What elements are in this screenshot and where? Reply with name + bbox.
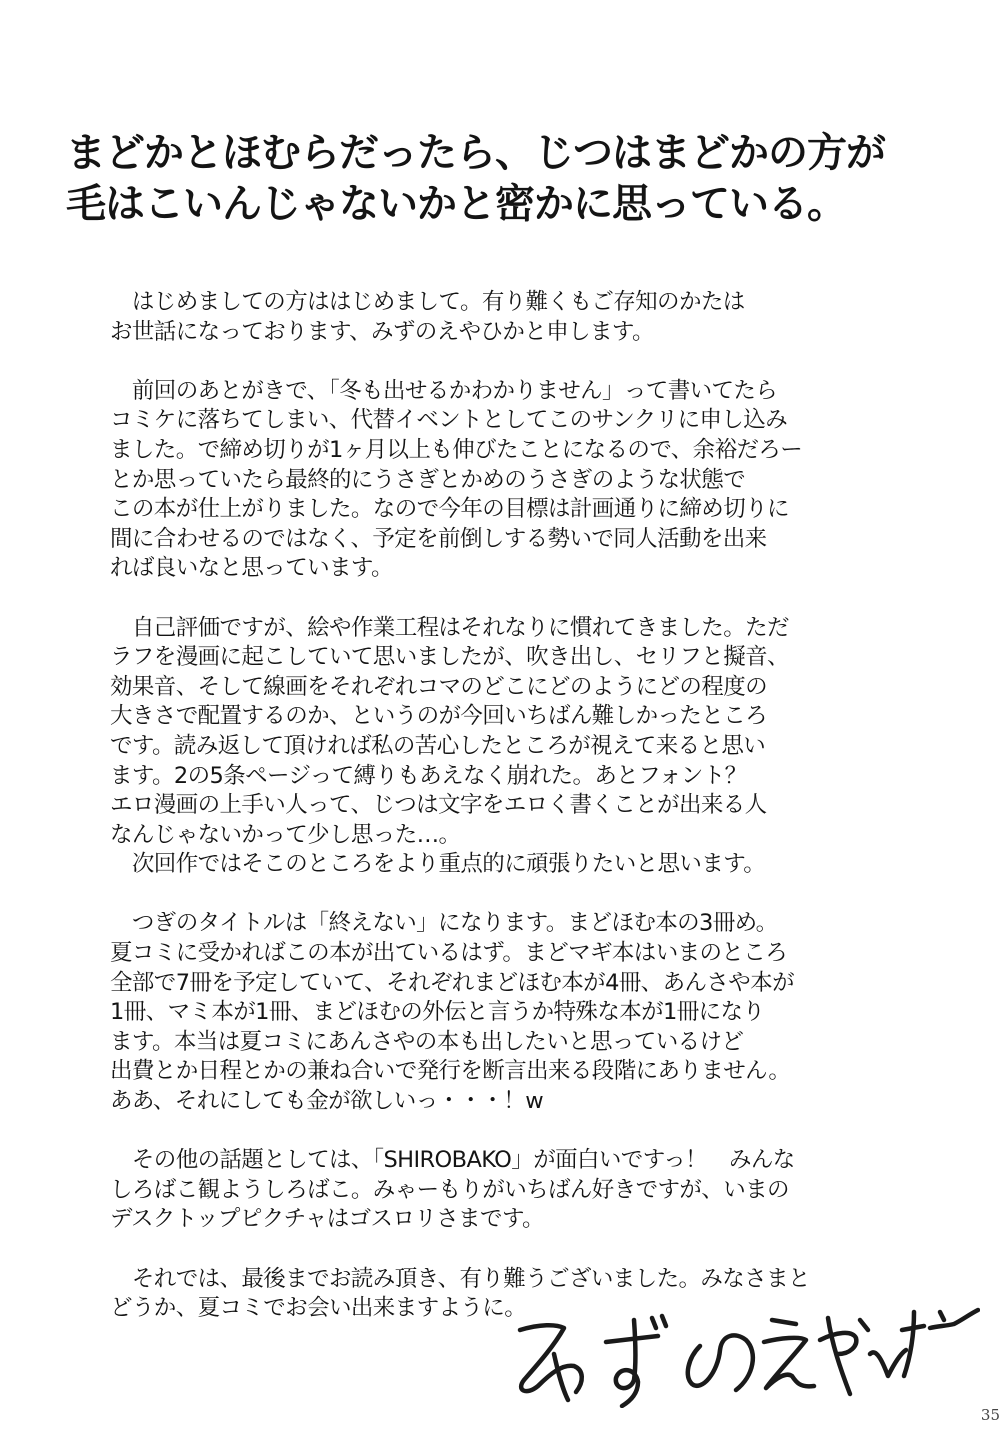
text-line: 自己評価ですが、絵や作業工程はそれなりに慣れてきました。ただ bbox=[110, 614, 789, 641]
text-line: この本が仕上がりました。なので今年の目標は計画通りに締め切りに bbox=[110, 496, 789, 523]
handwritten-signature bbox=[510, 1268, 980, 1408]
text-line: お世話になっております、みずのえやひかと申します。 bbox=[110, 318, 654, 345]
afterword-heading bbox=[66, 128, 966, 230]
text-line: はじめましての方ははじめまして。有り難くもご存知のかたは bbox=[110, 289, 745, 315]
text-line: エロ漫画の上手い人って、じつは文字をエロく書くことが出来る人 bbox=[110, 792, 767, 819]
paragraph-other-topics bbox=[110, 1146, 970, 1235]
text-line: です。読み返して頂ければ私の苦心したところが視えて来ると思い bbox=[110, 732, 766, 759]
text-line: 1冊、マミ本が1冊、まどほむの外伝と言うか特殊な本が1冊になり bbox=[110, 999, 765, 1026]
text-line: それでは、最後までお読み頂き、有り難うございました。みなさまと bbox=[110, 1265, 810, 1292]
text-line: コミケに落ちてしまい、代替イベントとしてこのサンクリに申し込み bbox=[110, 407, 788, 434]
text-line: 大きさで配置するのか、というのが今回いちばん難しかったところ bbox=[110, 703, 768, 730]
text-line: なんじゃないかって少し思った…。 bbox=[110, 821, 461, 848]
heading-line: 毛はこいんじゃないかと密かに思っている。 bbox=[66, 181, 846, 227]
afterword-body bbox=[110, 288, 970, 1353]
text-line: ああ、それにしても金が欲しいっ・・・！w bbox=[110, 1088, 544, 1115]
text-line: 全部で7冊を予定していて、それぞれまどほむ本が4冊、あんさや本が bbox=[110, 969, 794, 996]
text-line: とか思っていたら最終的にうさぎとかめのうさぎのような状態で bbox=[110, 466, 746, 493]
text-line: 前回のあとがきで、「冬も出せるかわかりません」って書いてたら bbox=[110, 377, 778, 404]
text-line: れば良いなと思っています。 bbox=[110, 555, 393, 582]
text-line: しろばこ観ようしろばこ。みゃーもりがいちばん好きですが、いまの bbox=[110, 1176, 789, 1203]
paragraph-schedule bbox=[110, 377, 970, 584]
text-line: つぎのタイトルは「終えない」になります。まどほむ本の3冊め。 bbox=[110, 910, 778, 937]
text-line: 夏コミに受かればこの本が出ているはず。まどマギ本はいまのところ bbox=[110, 940, 788, 967]
text-line: 効果音、そして線画をそれぞれコマのどこにどのようにどの程度の bbox=[110, 673, 768, 700]
text-line: どうか、夏コミでお会い出来ますように。 bbox=[110, 1295, 527, 1322]
text-line: ラフを漫画に起こしていて思いましたが、吹き出し、セリフと擬音、 bbox=[110, 644, 789, 671]
paragraph-self-review bbox=[110, 614, 970, 880]
text-line: 間に合わせるのではなく、予定を前倒しする勢いで同人活動を出来 bbox=[110, 525, 767, 552]
text-line: ました。で締め切りが1ヶ月以上も伸びたことになるので、余裕だろー bbox=[110, 436, 803, 463]
text-line: ます。本当は夏コミにあんさやの本も出したいと思っているけど bbox=[110, 1028, 744, 1055]
heading-line: まどかとほむらだったら、じつはまどかの方が bbox=[66, 130, 885, 176]
paragraph-next-title bbox=[110, 909, 970, 1116]
text-line: ます。2の5条ページって縛りもあえなく崩れた。あとフォント？ bbox=[110, 762, 747, 789]
paragraph-greeting bbox=[110, 288, 970, 347]
text-line: その他の話題としては、「SHIROBAKO」が面白いですっ！ みんな bbox=[110, 1147, 795, 1174]
text-line: 次回作ではそこのところをより重点的に頑張りたいと思います。 bbox=[110, 851, 766, 878]
text-line: デスクトップピクチャはゴスロリさまです。 bbox=[110, 1206, 544, 1233]
page-number: 35 bbox=[980, 1406, 1000, 1424]
text-line: 出費とか日程とかの兼ね合いで発行を断言出来る段階にありません。 bbox=[110, 1058, 791, 1085]
